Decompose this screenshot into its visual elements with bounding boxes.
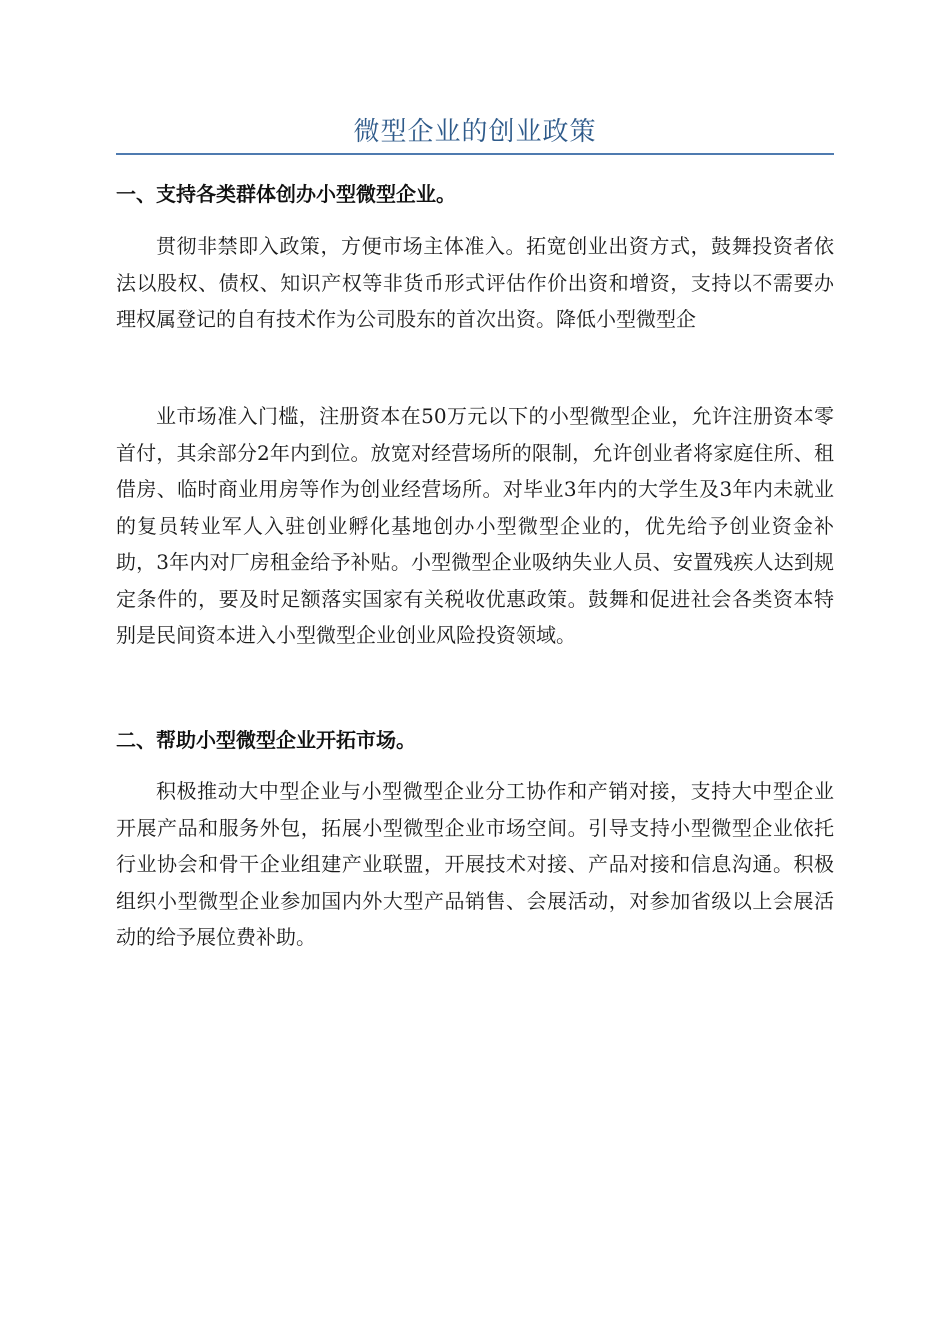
section-2-paragraph-1: 积极推动大中型企业与小型微型企业分工协作和产销对接，支持大中型企业开展产品和服务外包，拓展小型微型企业市场空间。引导支持小型微型企业依托行业协会和骨干企业组建产业联盟，开展技术对接、产品对接和信息沟通。积极组织小型微型企业参加国内外大型产品销售、会展活动，对参加省级以上会展活动的给予展位费补助。 bbox=[116, 779, 834, 949]
section-1-paragraph-2: 业市场准入门槛，注册资本在50万元以下的小型微型企业，允许注册资本零首付，其余部分2年内到位。放宽对经营场所的限制，允许创业者将家庭住所、租借房、临时商业用房等作为创业经营场所。对毕业3年内的大学生及3年内未就业的复员转业军人入驻创业孵化基地创办小型微型企业的，优先给予创业资金补助，3年内对厂房租金给予补贴。小型微型企业吸纳失业人员、安置残疾人达到规定条件的，要及时足额落实国家有关税收优惠政策。鼓舞和促进社会各类资本特别是民间资本进入小型微型企业创业风险投资领域。 bbox=[116, 404, 834, 647]
document-title: 微型企业的创业政策 bbox=[353, 117, 597, 147]
section-1-paragraph-1: 贯彻非禁即入政策，方便市场主体准入。拓宽创业出资方式，鼓舞投资者依法以股权、债权、知识产权等非货币形式评估作价出资和增资，支持以不需要办理权属登记的自有技术作为公司股东的首次出资。降低小型微型企 bbox=[116, 234, 834, 331]
section-2-heading: 二、帮助小型微型企业开拓市场。 bbox=[116, 728, 416, 752]
section-1-heading: 一、支持各类群体创办小型微型企业。 bbox=[116, 182, 456, 206]
title-underline bbox=[116, 153, 834, 155]
